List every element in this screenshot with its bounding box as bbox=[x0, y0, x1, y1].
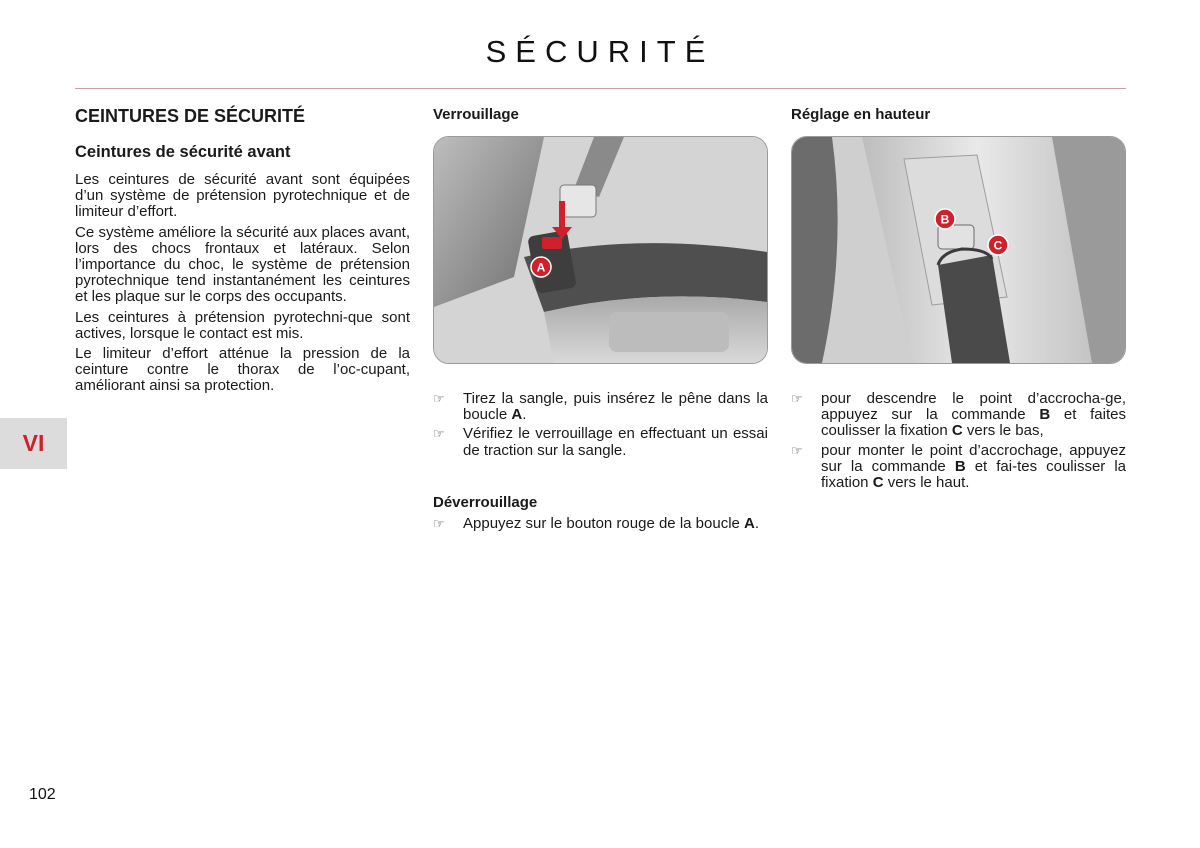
buckle-illustration bbox=[433, 136, 768, 364]
column-lock bbox=[433, 105, 768, 535]
lock-steps-list bbox=[433, 391, 768, 459]
pointing-hand-icon: ☞ bbox=[433, 391, 445, 406]
figure-marker-c: C bbox=[993, 238, 1003, 253]
height-adjust-illustration bbox=[791, 136, 1126, 364]
figure-marker-b: B bbox=[940, 212, 950, 227]
list-item: ☞ pour descendre le point d’accrocha-ge, appuyez sur la commande B et faites coulisser la fixation C vers le bas, bbox=[791, 390, 1126, 440]
list-item: ☞ pour monter le point d’accrochage, appuyez sur la commande B et fai-tes coulisser la fixation C vers le haut. bbox=[791, 441, 1127, 492]
paragraph: Les ceintures de sécurité avant sont équipées d’un système de prétension pyrotechnique et de limiteur d’effort. bbox=[75, 171, 410, 221]
title-rule bbox=[75, 88, 1126, 89]
pointing-hand-icon: ☞ bbox=[791, 442, 803, 458]
pointing-hand-icon: ☞ bbox=[791, 391, 803, 406]
list-item: ☞ Vérifiez le verrouillage en effectuant un essai de traction sur la sangle. bbox=[433, 425, 768, 459]
figure-marker-a: A bbox=[536, 260, 546, 275]
unlock-steps-list bbox=[433, 516, 768, 532]
section-heading: CEINTURES DE SÉCURITÉ bbox=[75, 106, 306, 126]
section-subheading: Ceintures de sécurité avant bbox=[75, 143, 291, 161]
heading-reglage-hauteur: Réglage en hauteur bbox=[791, 106, 931, 123]
page-title: SÉCURITÉ bbox=[485, 34, 715, 69]
chapter-tab bbox=[0, 418, 67, 469]
column-height bbox=[791, 105, 1126, 494]
heading-verrouillage: Verrouillage bbox=[433, 106, 519, 123]
paragraph: Ce système améliore la sécurité aux places avant, lors des chocs frontaux et latéraux. Selon l’importance du choc, le système de prétension pyrotechnique tend instantanément les ceintures et les plaque sur le corps des occupants. bbox=[75, 223, 410, 306]
list-item: ☞ Tirez la sangle, puis insérez le pêne dans la boucle A. bbox=[433, 390, 768, 424]
chapter-tab-label: VI bbox=[22, 430, 45, 456]
height-steps-list bbox=[791, 391, 1126, 491]
pointing-hand-icon: ☞ bbox=[433, 426, 445, 442]
paragraph: Les ceintures à prétension pyrotechni-que sont actives, lorsque le contact est mis. bbox=[75, 308, 410, 342]
column-intro bbox=[75, 105, 410, 399]
list-item: ☞ Appuyez sur le bouton rouge de la boucle A. bbox=[433, 514, 760, 532]
page-number: 102 bbox=[29, 786, 56, 803]
heading-deverrouillage: Déverrouillage bbox=[433, 493, 538, 511]
pointing-hand-icon: ☞ bbox=[433, 515, 445, 531]
paragraph: Le limiteur d’effort atténue la pression de la ceinture contre le thorax de l’oc-cupant, améliorant ainsi sa protection. bbox=[75, 345, 410, 395]
